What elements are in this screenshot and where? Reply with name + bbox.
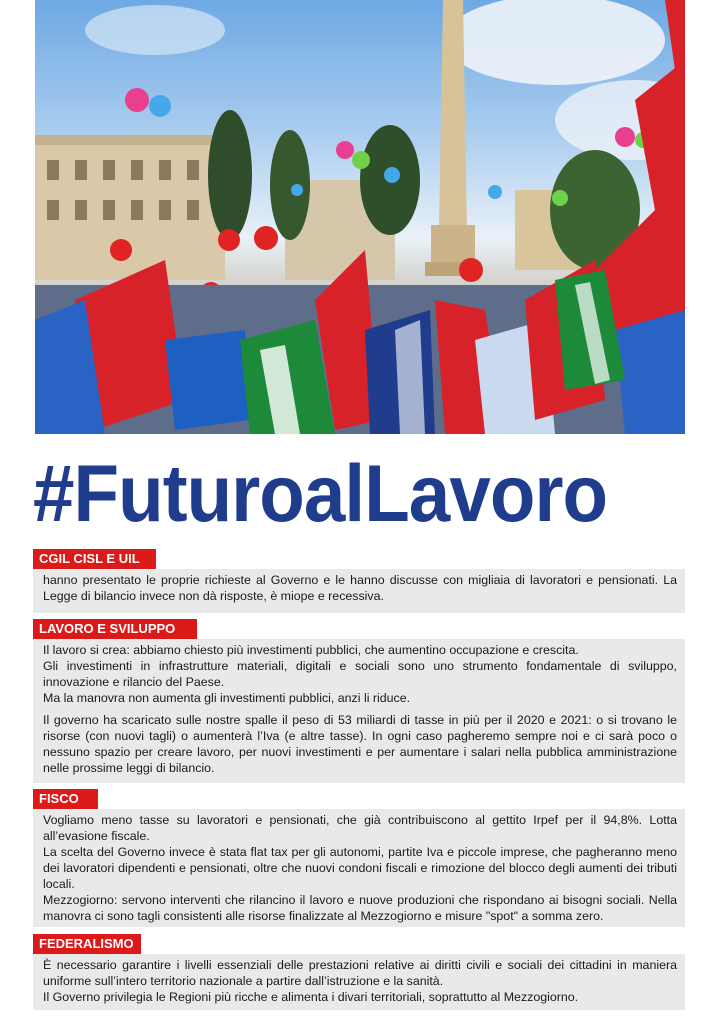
section-body-lavoro-sviluppo — [33, 639, 685, 783]
section-label-lavoro-sviluppo: LAVORO E SVILUPPO — [33, 619, 197, 639]
section-paragraph: Vogliamo meno tasse su lavoratori e pensionati, che già contribuiscono al gettito Irpef per il 94,8%. Lotta all’evasione fiscale. — [43, 813, 677, 843]
section-paragraph: La scelta del Governo invece è stata flat tax per gli autonomi, partite Iva e piccole imprese, che pagheranno meno dei lavoratori dipendenti e pensionati, oltre che nuovi condoni fiscali e rimozione del blocco degli aumenti dei tributi locali. — [43, 845, 677, 891]
page-title: #FuturoalLavoro — [33, 449, 608, 539]
section-label-cgil-cisl-uil: CGIL CISL E UIL — [33, 549, 156, 569]
demonstration-photo-icon — [35, 0, 685, 434]
section-body-fisco — [33, 809, 685, 927]
section-body-federalismo — [33, 954, 685, 1010]
section-paragraph: Il lavoro si crea: abbiamo chiesto più investimenti pubblici, che aumentino occupazione e crescita. — [43, 643, 579, 657]
section-paragraph: Gli investimenti in infrastrutture materiali, digitali e sociali sono uno strumento fondamentale di sviluppo, innovazione e rilancio del Paese. — [43, 659, 677, 689]
section-paragraph: Mezzogiorno: servono interventi che rilancino il lavoro e nuove produzioni che rispondano ai bisogni sociali. Nella manovra ci sono tagli consistenti alle risorse finalizzate al Mezzogiorno e misure "spot" a somma zero. — [43, 893, 677, 923]
demonstration-photo — [35, 0, 685, 434]
section-paragraph: hanno presentato le proprie richieste al Governo e le hanno discusse con migliaia di lavoratori e pensionati. La Legge di bilancio invece non dà risposte, è miope e recessiva. — [43, 573, 677, 603]
section-paragraph: Il Governo privilegia le Regioni più ricche e alimenta i divari territoriali, soprattutto al Mezzogiorno. — [43, 990, 579, 1004]
section-paragraph: Ma la manovra non aumenta gli investimenti pubblici, anzi li riduce. — [43, 691, 411, 705]
section-paragraph: È necessario garantire i livelli essenziali delle prestazioni relative ai diritti civili e sociali dei cittadini in maniera uniforme sull’intero territorio nazionale a partire dall’istruzione e la sanità. — [43, 958, 677, 988]
section-label-fisco: FISCO — [33, 789, 98, 809]
section-label-federalismo: FEDERALISMO — [33, 934, 141, 954]
section-body-cgil-cisl-uil — [33, 569, 685, 613]
section-paragraph: Il governo ha scaricato sulle nostre spalle il peso di 53 miliardi di tasse in più per il 2020 e 2021: o si trovano le risorse (con nuovi tagli) o aumenterà l’Iva (e altre tasse). In ogni caso pagheremo sempre noi e ci sarà poco o nessuno spazio per creare lavoro, per nuovi investimenti e per aumentare i salari nella pubblica amministrazione nelle prossime leggi di bilancio. — [43, 713, 677, 775]
